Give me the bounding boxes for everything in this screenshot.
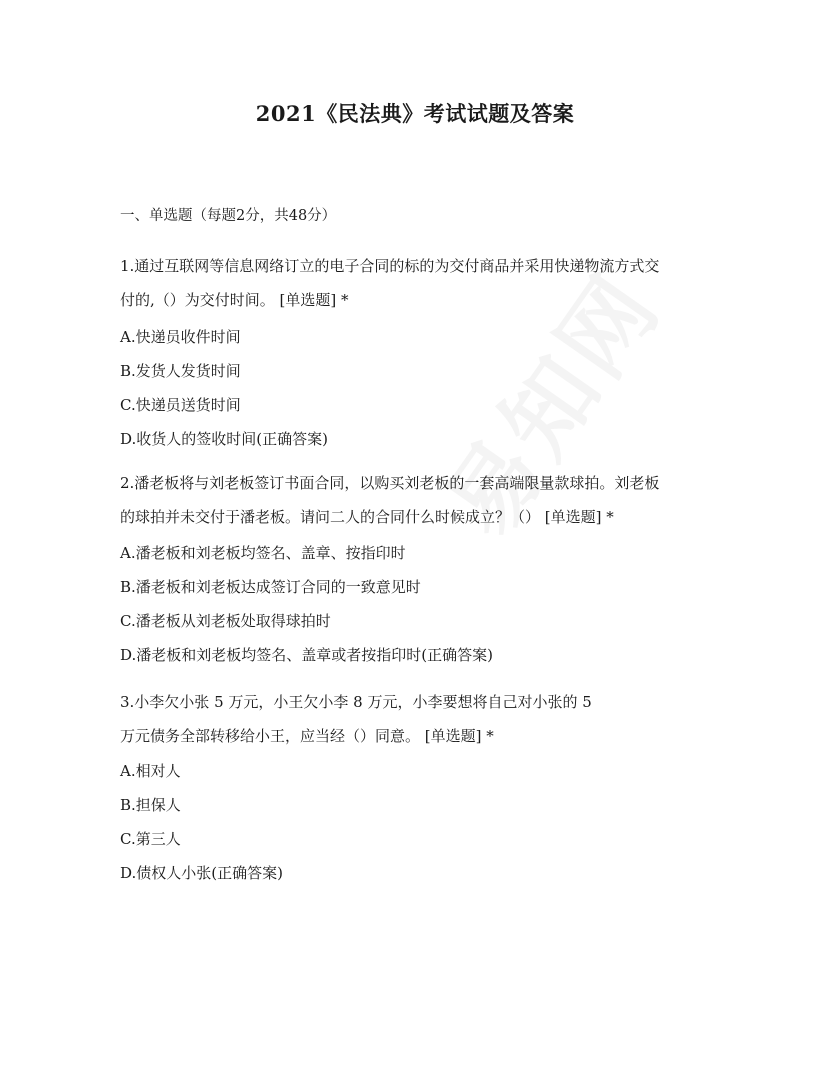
question-1-option-b: B.发货人发货时间 [120,362,241,380]
question-2-option-d: D.潘老板和刘老板均签名、盖章或者按指印时(正确答案) [120,646,493,664]
question-3-option-c: C.第三人 [120,830,181,848]
question-3-options [120,754,283,890]
question-1-option-c: C.快递员送货时间 [120,396,241,414]
question-2-line-2: 的球拍并未交付于潘老板。请问二人的合同什么时候成立？（） [单选题] * [120,508,614,526]
page-title: 2021《民法典》考试试题及答案 [255,101,575,126]
question-3-option-d: D.债权人小张(正确答案) [120,864,283,882]
question-2-option-a: A.潘老板和刘老板均签名、盖章、按指印时 [120,544,406,562]
question-1-line-2: 付的,（）为交付时间。 [单选题] * [120,291,349,309]
question-1-option-a: A.快递员收件时间 [120,328,241,346]
question-1-line-1: 1.通过互联网等信息网络订立的电子合同的标的为交付商品并采用快递物流方式交 [120,257,660,275]
question-3-line-2: 万元债务全部转移给小王，应当经（）同意。 [单选题] * [120,727,494,745]
question-1-options [120,320,328,456]
question-2-option-b: B.潘老板和刘老板达成签订合同的一致意见时 [120,578,421,596]
question-3-stem [120,685,720,753]
question-2-line-1: 2.潘老板将与刘老板签订书面合同，以购买刘老板的一套高端限量款球拍。刘老板 [120,474,660,492]
question-2-option-c: C.潘老板从刘老板处取得球拍时 [120,612,331,630]
question-3-option-a: A.相对人 [120,762,181,780]
question-1-option-d: D.收货人的签收时间(正确答案) [120,430,328,448]
question-3-line-1: 3.小李欠小张 5 万元，小王欠小李 8 万元，小李要想将自己对小张的 5 [120,693,592,711]
question-2-stem [120,466,720,534]
question-3-option-b: B.担保人 [120,796,181,814]
question-2-options [120,536,493,672]
question-1-stem [120,249,720,317]
section-heading: 一、单选题（每题2分，共48分） [120,208,337,224]
